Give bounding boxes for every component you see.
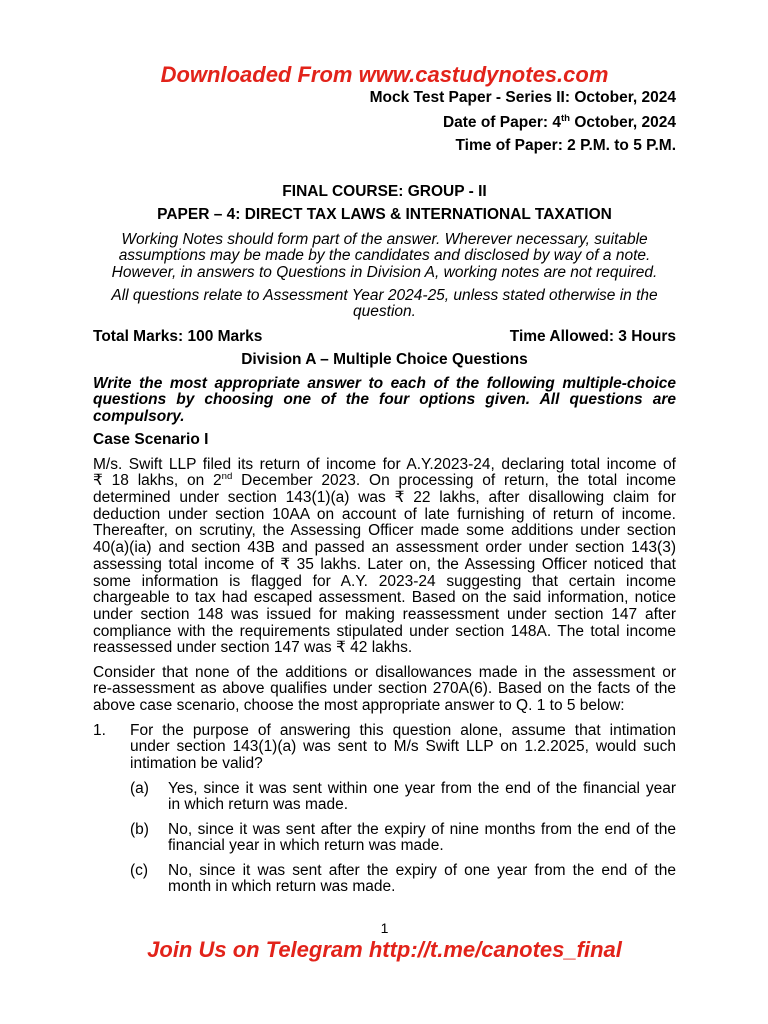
option-label-b: (b) <box>130 820 149 838</box>
facts-line-text: ₹ 18 lakhs, on 2 <box>93 472 222 490</box>
question-text <box>130 723 676 773</box>
top-banner: Downloaded From www.castudynotes.com <box>160 62 609 87</box>
bottom-banner: Join Us on Telegram http://t.me/canotes_final <box>147 937 622 962</box>
facts-line-text: December 2023. On processing of return, the total income <box>232 472 676 490</box>
option-text-b <box>168 822 676 855</box>
option-line: financial year in which return was made. <box>168 837 444 855</box>
paper-date-text: Date of Paper: 4 <box>442 113 561 131</box>
facts-line: under section 148 was issued for making reassessment under section 147 after <box>93 605 676 623</box>
instruction-line: All questions relate to Assessment Year 2024-25, unless stated otherwise in the <box>111 286 658 304</box>
mcq-instruction-line: questions by choosing one of the four options given. All questions are <box>93 391 676 409</box>
option-text-c <box>168 863 676 896</box>
question-line: intimation be valid? <box>130 755 263 772</box>
paper-time: Time of Paper: 2 P.M. to 5 P.M. <box>455 136 676 154</box>
option-text-a <box>168 781 676 814</box>
facts-line <box>93 473 676 490</box>
facts-line: M/s. Swift LLP filed its return of income for A.Y.2023-24, declaring total income of <box>93 455 676 473</box>
question-line: under section 143(1)(a) was sent to M/s Swift LLP on 1.2.2025, would such <box>130 738 676 756</box>
facts-line: 40(a)(ia) and section 43B and passed an assessment order under section 143(3) <box>93 539 676 557</box>
facts-line: reassessed under section 147 was ₹ 42 lakhs. <box>93 639 413 657</box>
facts-line-ordinal: nd <box>221 471 233 483</box>
assessment-year-instruction <box>93 288 676 321</box>
facts-line: chargeable to tax had escaped assessment. Based on the said information, notice <box>93 589 676 607</box>
instruction-line: Working Notes should form part of the answer. Wherever necessary, suitable <box>121 230 648 248</box>
mcq-instruction-line: Write the most appropriate answer to each of the following multiple-choice <box>93 374 676 392</box>
directive-line: re-assessment as above qualifies under section 270A(6). Based on the facts of the <box>93 680 676 698</box>
page-number: 1 <box>380 920 389 936</box>
total-marks: Total Marks: 100 Marks <box>93 327 263 345</box>
paper-series: Mock Test Paper - Series II: October, 2024 <box>369 89 676 106</box>
option-line: in which return was made. <box>168 796 349 814</box>
option-line: Yes, since it was sent within one year from the end of the financial year <box>168 779 676 797</box>
paper-title: PAPER – 4: DIRECT TAX LAWS & INTERNATIONAL TAXATION <box>157 205 612 223</box>
mcq-instruction-line: compulsory. <box>93 408 185 425</box>
option-label-a: (a) <box>130 779 149 797</box>
division-title: Division A – Multiple Choice Questions <box>241 350 528 368</box>
directive-line: Consider that none of the additions or disallowances made in the assessment or <box>93 663 676 681</box>
instruction-line: assumptions may be made by the candidates and disclosed by way of a note. <box>118 247 651 265</box>
marks-row <box>93 329 676 346</box>
facts-line: assessing total income of ₹ 35 lakhs. Later on, the Assessing Officer noticed that <box>93 555 676 573</box>
facts-line: Thereafter, on scrutiny, the Assessing Officer made some additions under section <box>93 522 676 540</box>
question-number: 1. <box>93 721 106 739</box>
case-scenario-facts <box>93 457 676 657</box>
instruction-line: However, in answers to Questions in Division A, working notes are not required. <box>111 264 658 281</box>
case-scenario-directive <box>93 665 676 715</box>
facts-line: compliance with the requirements stipulated under section 148A. The total income <box>93 622 676 640</box>
paper-date-rest: October, 2024 <box>570 113 676 131</box>
option-line: No, since it was sent after the expiry of one year from the end of the <box>168 861 676 879</box>
facts-line: determined under section 143(1)(a) was ₹ 22 lakhs, after disallowing claim for <box>93 489 676 506</box>
paper-date-ordinal: th <box>560 112 571 124</box>
facts-line: some information is flagged for A.Y. 2023-24 suggesting that certain income <box>93 572 676 590</box>
course-title: FINAL COURSE: GROUP - II <box>282 182 487 200</box>
paper-date <box>93 112 676 132</box>
working-notes-instruction <box>93 232 676 282</box>
mcq-instruction <box>93 376 676 426</box>
option-label-c: (c) <box>130 861 149 879</box>
time-allowed: Time Allowed: 3 Hours <box>509 327 676 345</box>
directive-line: above case scenario, choose the most appropriate answer to Q. 1 to 5 below: <box>93 697 625 714</box>
option-line: No, since it was sent after the expiry of nine months from the end of the <box>168 820 676 838</box>
case-scenario-title: Case Scenario I <box>93 430 209 448</box>
question-line: For the purpose of answering this question alone, assume that intimation <box>130 721 676 739</box>
option-line: month in which return was made. <box>168 878 396 896</box>
facts-line: deduction under section 10AA on account of late furnishing of return of income. <box>93 505 676 523</box>
instruction-line: question. <box>353 303 416 321</box>
